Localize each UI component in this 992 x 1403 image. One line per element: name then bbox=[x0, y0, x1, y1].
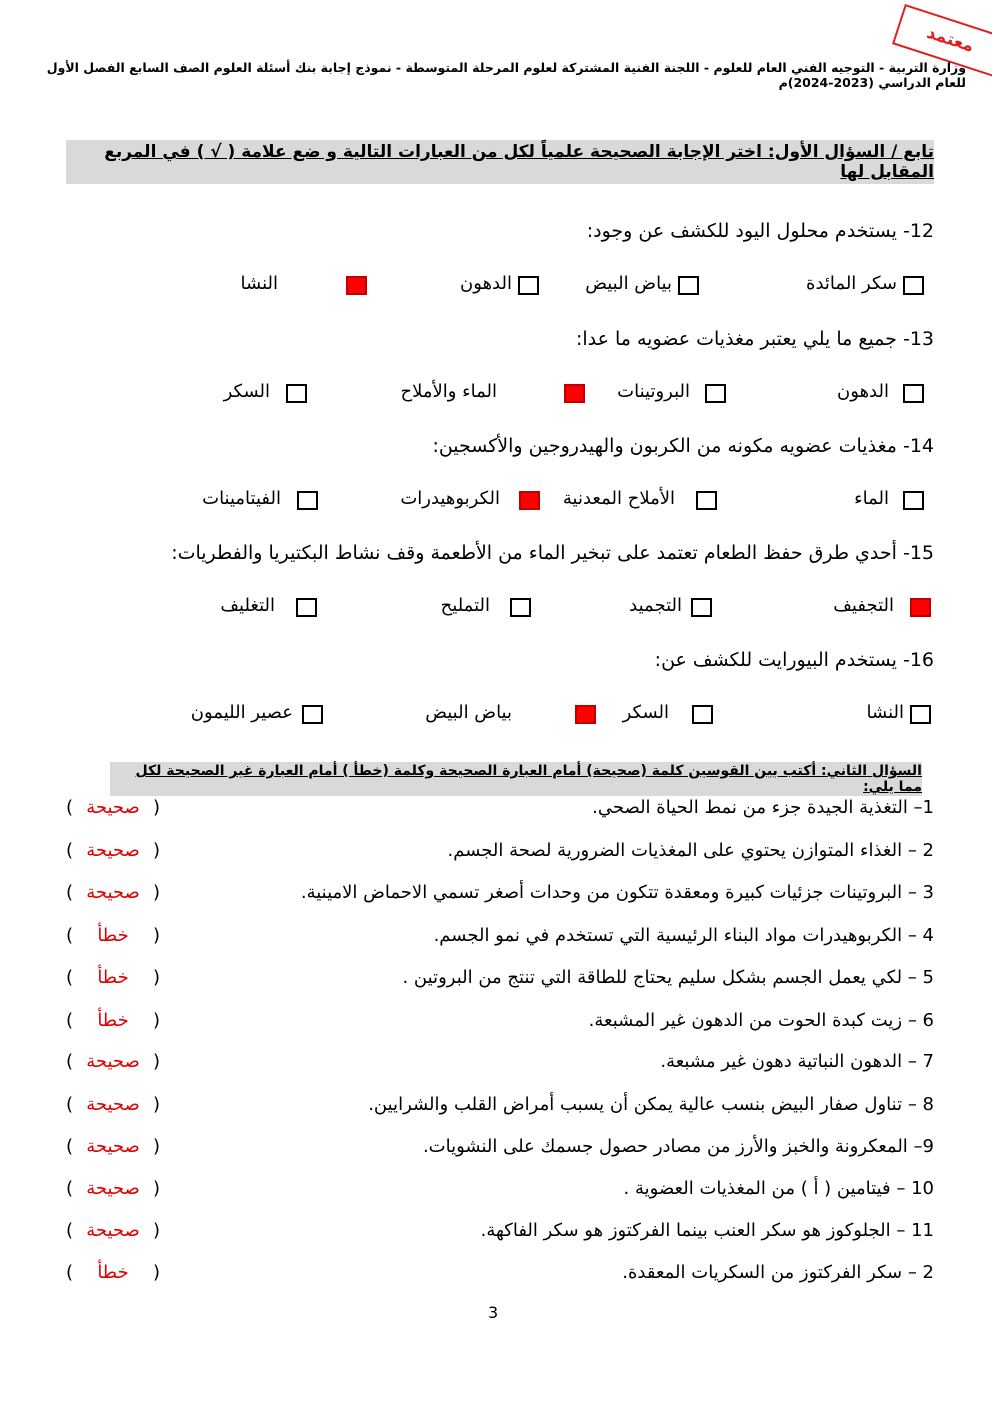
statement-text: 6 – زيت كبدة الحوت من الدهون غير المشبعة. bbox=[588, 1010, 934, 1031]
option-label: الفيتامينات bbox=[202, 488, 281, 509]
answer-word: صحيحة bbox=[86, 1178, 140, 1199]
answer-checkbox[interactable] bbox=[678, 276, 699, 295]
answer-checkbox[interactable] bbox=[510, 598, 531, 617]
option-label: التجفيف bbox=[833, 595, 894, 616]
statement-text: 4 – الكربوهيدرات مواد البناء الرئيسية التي تستخدم في نمو الجسم. bbox=[433, 925, 934, 946]
statement-text: 1– التغذية الجيدة جزء من نمط الحياة الصحي. bbox=[592, 797, 934, 818]
option-label: بياض البيض bbox=[585, 273, 672, 294]
option-label: بياض البيض bbox=[425, 702, 512, 723]
answer-checkbox[interactable] bbox=[564, 384, 585, 403]
statement-text: 2 – الغذاء المتوازن يحتوي على المغذيات الضرورية لصحة الجسم. bbox=[447, 840, 934, 861]
answer-checkbox[interactable] bbox=[297, 491, 318, 510]
answer-word: صحيحة bbox=[86, 882, 140, 903]
open-paren: ( bbox=[152, 1010, 160, 1031]
answer-brackets bbox=[66, 1010, 160, 1031]
option-label: السكر bbox=[223, 381, 270, 402]
close-paren: ) bbox=[66, 1010, 74, 1031]
close-paren: ) bbox=[66, 967, 74, 988]
answer-checkbox[interactable] bbox=[903, 384, 924, 403]
open-paren: ( bbox=[152, 1136, 160, 1157]
option-label: التمليح bbox=[440, 595, 490, 616]
open-paren: ( bbox=[152, 1094, 160, 1115]
question-13-text: 13- جميع ما يلي يعتبر مغذيات عضويه ما عدا: bbox=[575, 328, 934, 350]
open-paren: ( bbox=[152, 925, 160, 946]
statement-text: 9– المعكرونة والخبز والأرز من مصادر حصول جسمك على النشويات. bbox=[422, 1136, 934, 1157]
answer-word: صحيحة bbox=[86, 1094, 140, 1115]
option-label: التغليف bbox=[220, 595, 275, 616]
option-label: سكر المائدة bbox=[806, 273, 897, 294]
answer-checkbox[interactable] bbox=[910, 598, 931, 617]
open-paren: ( bbox=[152, 1220, 160, 1241]
answer-brackets bbox=[66, 840, 160, 861]
answer-checkbox[interactable] bbox=[910, 705, 931, 724]
open-paren: ( bbox=[152, 797, 160, 818]
answer-brackets bbox=[66, 882, 160, 903]
answer-brackets bbox=[66, 1051, 160, 1072]
option-label: التجميد bbox=[629, 595, 682, 616]
answer-brackets bbox=[66, 1178, 160, 1199]
close-paren: ) bbox=[66, 1220, 74, 1241]
question-12-text: 12- يستخدم محلول اليود للكشف عن وجود: bbox=[586, 220, 934, 242]
page-number: 3 bbox=[488, 1303, 499, 1322]
answer-checkbox[interactable] bbox=[696, 491, 717, 510]
option-label: عصير الليمون bbox=[190, 702, 293, 723]
answer-word: صحيحة bbox=[86, 840, 140, 861]
open-paren: ( bbox=[152, 1262, 160, 1283]
answer-checkbox[interactable] bbox=[692, 705, 713, 724]
statement-text: 8 – تناول صفار البيض بنسب عالية يمكن أن يسبب أمراض القلب والشرايين. bbox=[368, 1094, 934, 1115]
answer-checkbox[interactable] bbox=[705, 384, 726, 403]
option-label: الماء والأملاح bbox=[400, 381, 497, 402]
answer-word: خطأ bbox=[97, 1010, 129, 1031]
open-paren: ( bbox=[152, 882, 160, 903]
answer-checkbox[interactable] bbox=[346, 276, 367, 295]
close-paren: ) bbox=[66, 797, 74, 818]
statement-text: 3 – البروتينات جزئيات كبيرة ومعقدة تتكون من وحدات أصغر تسمي الاحماض الامينية. bbox=[300, 882, 934, 903]
option-label: الدهون bbox=[460, 273, 512, 294]
answer-checkbox[interactable] bbox=[519, 491, 540, 510]
answer-word: خطأ bbox=[97, 1262, 129, 1283]
close-paren: ) bbox=[66, 1094, 74, 1115]
answer-brackets bbox=[66, 1262, 160, 1283]
option-label: السكر bbox=[622, 702, 669, 723]
statement-text: 11 – الجلوكوز هو سكر العنب بينما الفركتوز هو سكر الفاكهة. bbox=[480, 1220, 934, 1241]
answer-checkbox[interactable] bbox=[296, 598, 317, 617]
close-paren: ) bbox=[66, 840, 74, 861]
open-paren: ( bbox=[152, 1178, 160, 1199]
answer-brackets bbox=[66, 1094, 160, 1115]
close-paren: ) bbox=[66, 925, 74, 946]
answer-word: صحيحة bbox=[86, 797, 140, 818]
answer-brackets bbox=[66, 1220, 160, 1241]
question-15-text: 15- أحدي طرق حفظ الطعام تعتمد على تبخير الماء من الأطعمة وقف نشاط البكتيريا والفطريات: bbox=[171, 542, 934, 564]
answer-checkbox[interactable] bbox=[903, 491, 924, 510]
option-label: البروتينات bbox=[617, 381, 690, 402]
option-label: الماء bbox=[854, 488, 889, 509]
option-label: الدهون bbox=[837, 381, 889, 402]
open-paren: ( bbox=[152, 1051, 160, 1072]
answer-word: صحيحة bbox=[86, 1136, 140, 1157]
answer-brackets bbox=[66, 925, 160, 946]
option-label: النشا bbox=[240, 273, 278, 294]
answer-word: خطأ bbox=[97, 967, 129, 988]
open-paren: ( bbox=[152, 840, 160, 861]
answer-word: صحيحة bbox=[86, 1051, 140, 1072]
answer-brackets bbox=[66, 797, 160, 818]
question-14-text: 14- مغذيات عضويه مكونه من الكربون والهيدروجين والأكسجين: bbox=[432, 435, 934, 457]
option-label: النشا bbox=[866, 702, 904, 723]
statement-text: 2 – سكر الفركتوز من السكريات المعقدة. bbox=[622, 1262, 934, 1283]
section2-title: السؤال الثاني: أكتب بين القوسين كلمة (صحيحة) أمام العبارة الصحيحة وكلمة (خطأ ) أمام العبارة غير الصحيحة لكل مما يلي: bbox=[110, 762, 922, 796]
answer-checkbox[interactable] bbox=[575, 705, 596, 724]
statement-text: 7 – الدهون النباتية دهون غير مشبعة. bbox=[660, 1051, 934, 1072]
answer-brackets bbox=[66, 967, 160, 988]
open-paren: ( bbox=[152, 967, 160, 988]
statement-text: 10 – فيتامين ( أ ) من المغذيات العضوية . bbox=[623, 1178, 934, 1199]
answer-word: صحيحة bbox=[86, 1220, 140, 1241]
close-paren: ) bbox=[66, 1262, 74, 1283]
answer-checkbox[interactable] bbox=[691, 598, 712, 617]
answer-word: خطأ bbox=[97, 925, 129, 946]
section1-title: تابع / السؤال الأول: اختر الإجابة الصحيحة علمياً لكل من العبارات التالية و ضع علامة ( √ ) في المربع المقابل لها bbox=[66, 140, 934, 184]
question-16-text: 16- يستخدم البيورايت للكشف عن: bbox=[654, 649, 934, 671]
option-label: الأملاح المعدنية bbox=[562, 488, 675, 509]
answer-checkbox[interactable] bbox=[518, 276, 539, 295]
close-paren: ) bbox=[66, 1178, 74, 1199]
answer-checkbox[interactable] bbox=[302, 705, 323, 724]
answer-brackets bbox=[66, 1136, 160, 1157]
statement-text: 5 – لكي يعمل الجسم بشكل سليم يحتاج للطاقة التي تنتج من البروتين . bbox=[402, 967, 934, 988]
close-paren: ) bbox=[66, 1136, 74, 1157]
option-label: الكربوهيدرات bbox=[400, 488, 500, 509]
answer-checkbox[interactable] bbox=[286, 384, 307, 403]
close-paren: ) bbox=[66, 1051, 74, 1072]
stamp-text: معتمد bbox=[924, 22, 977, 57]
page-header: وزارة التربية - التوجيه الفني العام للعلوم - اللجنة الفنية المشتركة لعلوم المرحلة المتوسطة - نموذج إجابة بنك أسئلة العلوم الصف السابع الفصل الأول للعام الدراسي (2023-2024)م bbox=[46, 60, 966, 90]
answer-checkbox[interactable] bbox=[903, 276, 924, 295]
close-paren: ) bbox=[66, 882, 74, 903]
